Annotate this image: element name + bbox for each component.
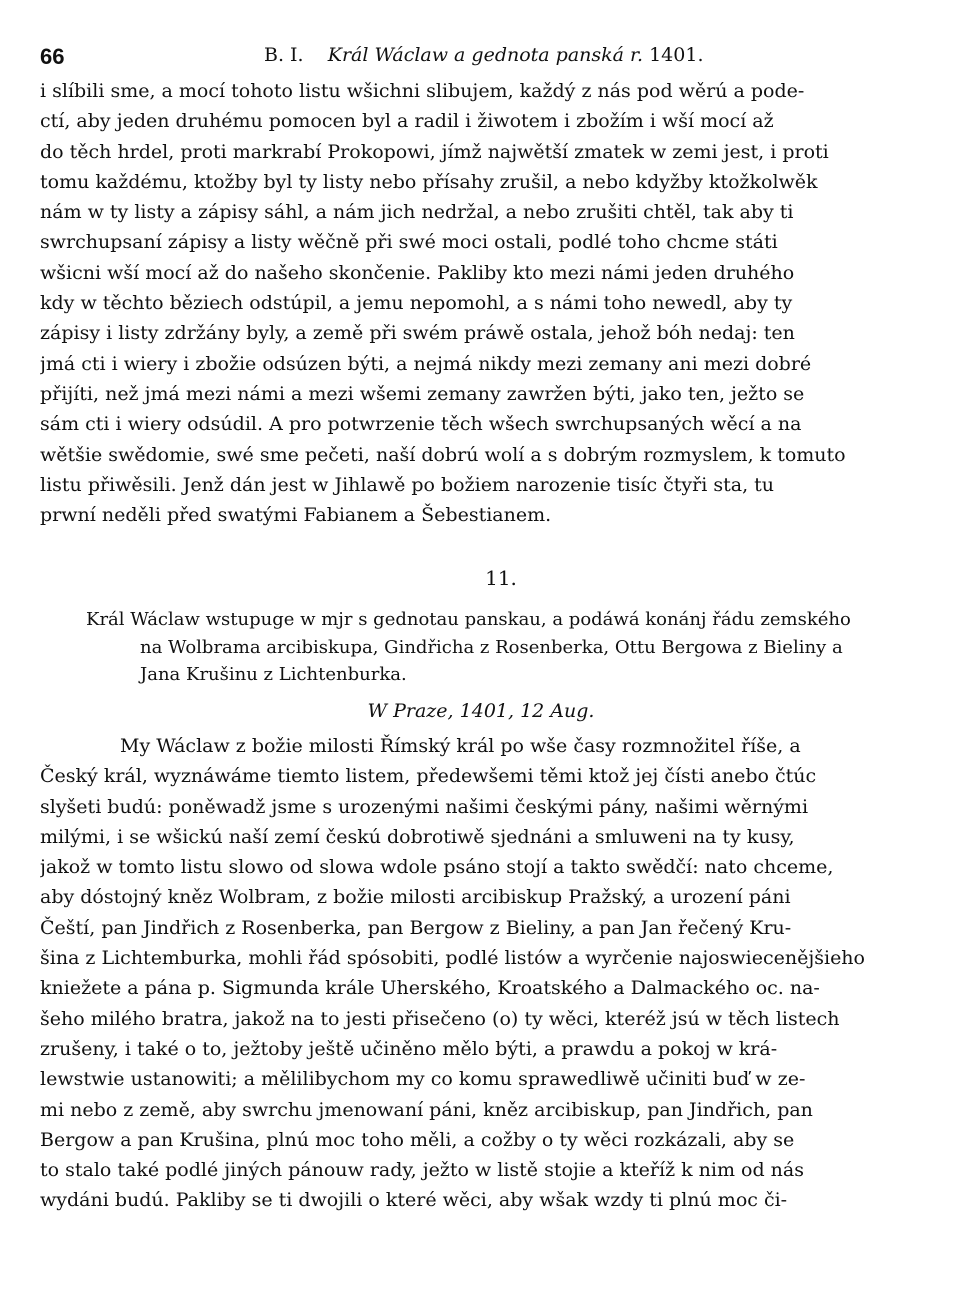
text-line: My Wáclaw z božie milosti Římský král po wše časy rozmnožitel říše, a (120, 734, 801, 757)
document-number: 11. (485, 566, 517, 591)
text-line: sám cti i wiery odsúdil. A pro potwrzenie těch wšech swrchupsaných wěcí a na (40, 413, 802, 436)
text-line: wydáni budú. Pakliby se ti dwojili o které wěci, aby wšak wzdy ti plnú moc či- (40, 1189, 788, 1212)
text-line: wšicni wší mocí až do našeho skončenie. Pakliby kto mezi námi jeden druhého (40, 261, 795, 284)
text-line: wětšie swědomie, swé sme pečeti, naší dobrú wolí a s dobrým rozmyslem, k tomuto (40, 443, 846, 466)
text-line: Král Wáclaw wstupuge w mjr s gednotau panskau, a podáwá konánj řádu zemského (86, 609, 851, 631)
text-line: kdy w těchto běziech odstúpil, a jemu nepomohl, a s námi toho newedl, aby ty (40, 292, 793, 315)
document-text (40, 731, 922, 1216)
text-line: zápisy i listy zdržány byly, a země při swém práwě ostala, jehož bóh nedaj: ten (40, 322, 795, 345)
running-head-year: 1401. (649, 44, 704, 66)
text-line: listu přiwěsili. Jenž dán jest w Jihlawě po božiem narozenie tisíc čtyři sta, tu (40, 473, 775, 496)
text-line: Čeští, pan Jindřich z Rosenberka, pan Bergow z Bieliny, a pan Jan řečený Kru- (40, 916, 792, 939)
text-line: lewstwie ustanowiti; a mělilibychom my co komu sprawedliwě učiniti buď w ze- (40, 1068, 806, 1091)
text-line: do těch hrdel, proti markrabí Prokopowi, jímž najwětší zmatek w zemi jest, i proti (40, 140, 829, 163)
text-line: ctí, aby jeden druhému pomocen byl a radil i žiwotem i zbožím i wší mocí až (40, 110, 774, 133)
page (40, 36, 922, 1216)
text-line: i slíbili sme, a mocí tohoto listu wšichni slibujem, každý z nás pod wěrú a pode- (40, 80, 805, 102)
text-line: milými, i se wšickú naší zemí českú dobrotiwě sjednáni a smluweni na ty kusy, (40, 825, 795, 848)
text-line: šeho milého bratra, jakož na to jesti přisečeno (o) ty wěci, kteréž jsú w těch listech (40, 1007, 840, 1030)
running-head (264, 44, 704, 66)
text-line: kniežete a pána p. Sigmunda krále Uherského, Kroatského a Dalmackého oc. na- (40, 977, 820, 1000)
text-line: jmá cti i wiery i zbožie odsúzen býti, a nejmá nikdy mezi zemany ani mezi dobré (40, 352, 812, 375)
text-line: přijíti, než jmá mezi námi a mezi wšemi zemany zawržen býti, jako ten, ježto se (40, 382, 805, 405)
text-line: Jana Krušinu z Lichtenburka. (140, 664, 407, 686)
dateline-date: 1401, 12 Aug. (459, 699, 595, 722)
text-line: šina z Lichtemburka, mohli řád spósobiti, podlé listów a wyrčenie najoswiecenějšieho (40, 947, 865, 970)
text-line: swrchupsaní zápisy a listy wěčně při swé moci ostali, podlé toho chcme státi (40, 231, 778, 254)
text-line: to stalo také podlé jiných pánouw rady, ježto w listě stojie a kteříž k nim od nás (40, 1159, 804, 1182)
paragraph-continued (40, 76, 922, 530)
text-line: jakož w tomto listu slowo od slowa wdole psáno stojí a takto swědčí: nato chceme, (40, 856, 834, 879)
text-line: slyšeti budú: poněwadž jsme s urozenými našimi českými pány, našimi wěrnými (40, 795, 809, 818)
dateline-place: W Praze, (367, 699, 454, 722)
text-line: prwní neděli před swatými Fabianem a Šebestianem. (40, 504, 552, 527)
text-line: na Wolbrama arcibiskupa, Gindřicha z Rosenberka, Ottu Bergowa z Bieliny a (140, 636, 843, 658)
text-line: tomu každému, ktožby byl ty listy nebo přísahy zrušil, a nebo kdyžby ktožkolwěk (40, 170, 818, 193)
document-summary (40, 606, 922, 689)
text-line: zrušeny, i také o to, ježtoby ještě učiněno mělo býti, a prawdu a pokoj w krá- (40, 1037, 778, 1060)
page-number: 66 (40, 44, 65, 69)
text-line: nám w ty listy a zápisy sáhl, a nám jich nedržal, a nebo zrušiti chtěl, tak aby ti (40, 201, 794, 224)
running-head-title: Král Wáclaw a gednota panská r. (327, 44, 644, 66)
page-header (40, 36, 922, 76)
text-line: mi nebo z země, aby swrchu jmenowaní páni, kněz arcibiskup, pan Jindřich, pan (40, 1098, 813, 1121)
running-head-section: B. I. (264, 44, 304, 66)
text-line: Bergow a pan Krušina, plnú moc toho měli, a cožby o ty wěci rozkázali, aby se (40, 1128, 795, 1151)
text-line: Český král, wyznáwáme tiemto listem, předewšemi těmi ktož jej čísti anebo čtúc (40, 765, 817, 788)
dateline (40, 691, 922, 731)
text-line: aby dóstojný kněz Wolbram, z božie milosti arcibiskup Pražský, a urození páni (40, 886, 791, 909)
